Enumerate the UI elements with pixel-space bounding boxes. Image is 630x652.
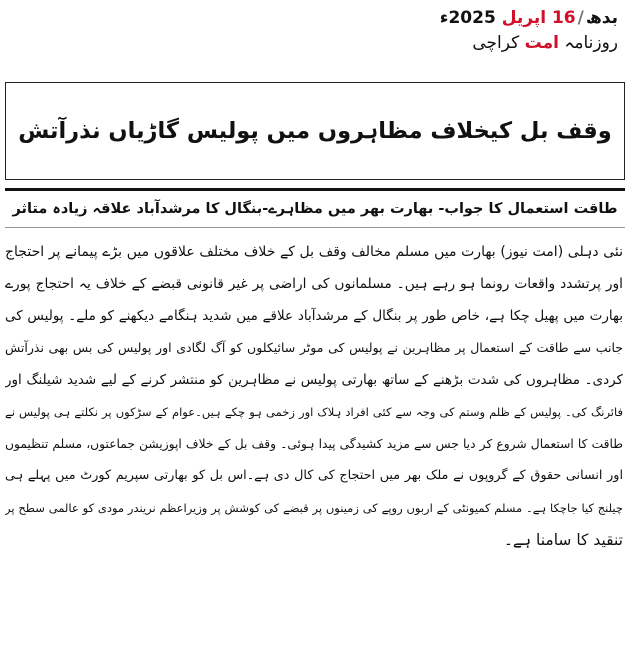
month: اپریل (501, 8, 547, 28)
headline-box (5, 82, 625, 180)
body-line: جانب سے طاقت کے استعمال پر مظاہرین نے پولیس کی موٹر سائیکلوں کو آگ لگادی اور پولیس کی بس بھی نذرآتش (5, 340, 623, 355)
headline: وقف بل کیخلاف مظاہروں میں پولیس گاڑیاں نذرآتش (18, 118, 612, 144)
paper-brand: امت (524, 33, 559, 53)
body-line: اور پرتشدد واقعات رونما ہو رہے ہیں۔ مسلمانوں کی اراضی پر غیر قانونی قبضے کے خلاف یہ احتجاج پورے (5, 276, 623, 292)
article-body (5, 236, 623, 556)
year: 2025ء (439, 8, 496, 28)
paper-name (438, 30, 618, 56)
day: 16 (551, 8, 576, 28)
body-line: تنقید کا سامنا ہے۔ (503, 531, 623, 549)
body-line: اور انسانی حقوق کے گروپوں نے ملک بھر میں احتجاج کی کال دی ہے۔اس بل کو بھارتی سپریم کورٹ میں پہلے ہی (5, 468, 623, 483)
body-line: فائرنگ کی۔ پولیس کے ظلم وستم کی وجہ سے کئی افراد ہلاک اور زخمی ہو چکے ہیں۔عوام کے سڑکوں پر نکلتے ہی پولیس نے (5, 405, 623, 419)
masthead (438, 6, 618, 62)
body-line: کردی۔ مظاہروں کی شدت بڑھنے کے ساتھ بھارتی پولیس نے مظاہرین کو منتشر کرنے کے لیے شدید شیلنگ اور (5, 372, 623, 388)
body-line: طاقت کا استعمال شروع کر دیا جس سے مزید کشیدگی پیدا ہوئی۔ وقف بل کے خلاف اپوزیشن جماعتوں، مسلم تنظیموں (5, 437, 623, 451)
date-separator: / (577, 8, 584, 28)
subhead-bar (5, 188, 625, 228)
body-line: چیلنج کیا جاچکا ہے۔ مسلم کمیونٹی کے اربوں روپے کی زمینوں پر قبضے کی کوشش پر وزیراعظم نریندر مودی کو عالمی سطح پر (5, 501, 623, 515)
subhead: طاقت استعمال کا جواب- بھارت بھر میں مظاہرے-بنگال کا مرشدآباد علاقہ زیادہ متاثر (12, 201, 618, 217)
paper-prefix: روزنامہ (564, 33, 618, 53)
paper-city: کراچی (472, 33, 520, 53)
weekday: بدھ (585, 8, 618, 28)
body-line: نئی دہلی (امت نیوز) بھارت میں مسلم مخالف وقف بل کے خلاف مختلف علاقوں میں بڑے پیمانے پر احتجاج (5, 244, 623, 260)
body-line: بھارت میں پھیل چکا ہے، خاص طور پر بنگال کے مرشدآباد علاقے میں شدید ہنگامے دیکھنے کو ملے۔ پولیس کی (5, 308, 623, 324)
dateline (438, 6, 618, 30)
